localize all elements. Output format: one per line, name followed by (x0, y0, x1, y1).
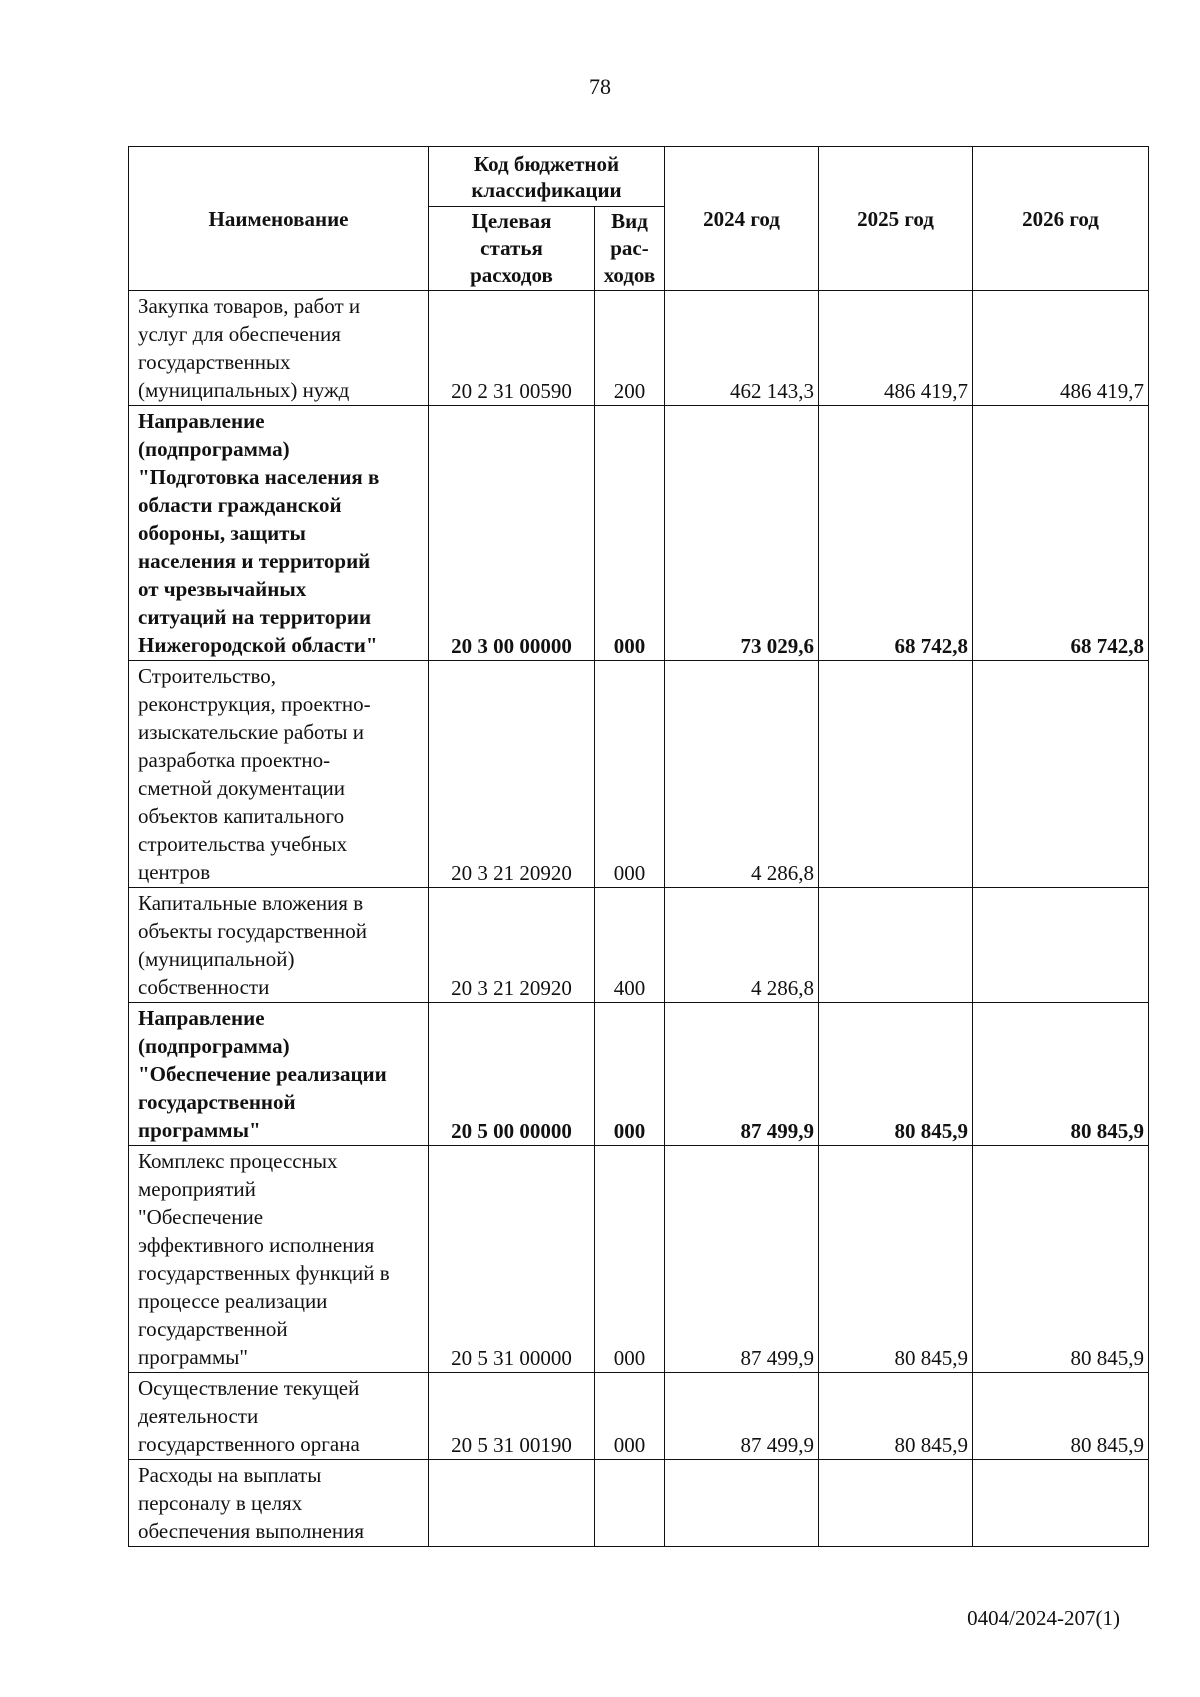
cell-target-article: 20 5 31 00190 (429, 1373, 595, 1460)
cell-2024: 87 499,9 (665, 1003, 819, 1146)
cell-2025 (819, 1460, 973, 1547)
cell-expense-type: 000 (595, 661, 665, 888)
cell-expense-type: 400 (595, 888, 665, 1003)
header-year-2025: 2025 год (819, 147, 973, 291)
cell-target-article (429, 1460, 595, 1547)
cell-target-article: 20 3 21 20920 (429, 888, 595, 1003)
header-year-2026: 2026 год (973, 147, 1149, 291)
document-code: 0404/2024-207(1) (967, 1606, 1120, 1630)
cell-target-article: 20 2 31 00590 (429, 291, 595, 406)
cell-name: Расходы на выплаты персоналу в целях обеспечения выполнения (129, 1460, 429, 1547)
cell-2024: 73 029,6 (665, 406, 819, 661)
table-body (129, 291, 1149, 1547)
cell-name: Направление (подпрограмма) "Обеспечение реализации государственной программы" (129, 1003, 429, 1146)
cell-2026: 80 845,9 (973, 1373, 1149, 1460)
cell-name: Направление (подпрограмма) "Подготовка населения в области гражданской обороны, защиты населения и территорий от чрезвычайных ситуаций на территории Нижегородской области" (129, 406, 429, 661)
cell-2026 (973, 661, 1149, 888)
cell-2026 (973, 1460, 1149, 1547)
table-row (129, 1460, 1149, 1547)
cell-target-article: 20 5 00 00000 (429, 1003, 595, 1146)
cell-2024: 4 286,8 (665, 888, 819, 1003)
cell-2024: 87 499,9 (665, 1373, 819, 1460)
table-row (129, 406, 1149, 661)
cell-target-article: 20 5 31 00000 (429, 1146, 595, 1373)
cell-2025 (819, 661, 973, 888)
cell-expense-type: 200 (595, 291, 665, 406)
table-row (129, 1003, 1149, 1146)
page-number: 78 (589, 74, 611, 99)
cell-expense-type (595, 1460, 665, 1547)
cell-target-article: 20 3 00 00000 (429, 406, 595, 661)
cell-expense-type: 000 (595, 1146, 665, 1373)
header-expense-type: Вид рас- ходов (595, 207, 665, 291)
cell-2024: 462 143,3 (665, 291, 819, 406)
cell-2026: 80 845,9 (973, 1146, 1149, 1373)
header-year-2024: 2024 год (665, 147, 819, 291)
cell-expense-type: 000 (595, 1003, 665, 1146)
cell-2026: 68 742,8 (973, 406, 1149, 661)
table-row (129, 291, 1149, 406)
cell-2025 (819, 888, 973, 1003)
table-row (129, 661, 1149, 888)
cell-2024 (665, 1460, 819, 1547)
cell-2026: 486 419,7 (973, 291, 1149, 406)
table-row (129, 1373, 1149, 1460)
cell-2025: 80 845,9 (819, 1146, 973, 1373)
cell-name: Капитальные вложения в объекты государственной (муниципальной) собственности (129, 888, 429, 1003)
cell-name: Строительство, реконструкция, проектно- изыскательские работы и разработка проектно- сметной документации объектов капитального строительства учебных центров (129, 661, 429, 888)
cell-2025: 486 419,7 (819, 291, 973, 406)
budget-table (128, 146, 1149, 1547)
cell-expense-type: 000 (595, 406, 665, 661)
cell-2025: 80 845,9 (819, 1373, 973, 1460)
cell-2024: 87 499,9 (665, 1146, 819, 1373)
cell-2025: 68 742,8 (819, 406, 973, 661)
table-row (129, 888, 1149, 1003)
header-name: Наименование (129, 147, 429, 291)
cell-target-article: 20 3 21 20920 (429, 661, 595, 888)
cell-name: Закупка товаров, работ и услуг для обеспечения государственных (муниципальных) нужд (129, 291, 429, 406)
table-row (129, 1146, 1149, 1373)
header-code-group: Код бюджетной классификации (429, 147, 665, 207)
cell-2026 (973, 888, 1149, 1003)
cell-name: Осуществление текущей деятельности государственного органа (129, 1373, 429, 1460)
cell-expense-type: 000 (595, 1373, 665, 1460)
cell-name: Комплекс процессных мероприятий "Обеспечение эффективного исполнения государственных функций в процессе реализации государственной программы" (129, 1146, 429, 1373)
cell-2024: 4 286,8 (665, 661, 819, 888)
cell-2026: 80 845,9 (973, 1003, 1149, 1146)
cell-2025: 80 845,9 (819, 1003, 973, 1146)
header-target-article: Целевая статья расходов (429, 207, 595, 291)
